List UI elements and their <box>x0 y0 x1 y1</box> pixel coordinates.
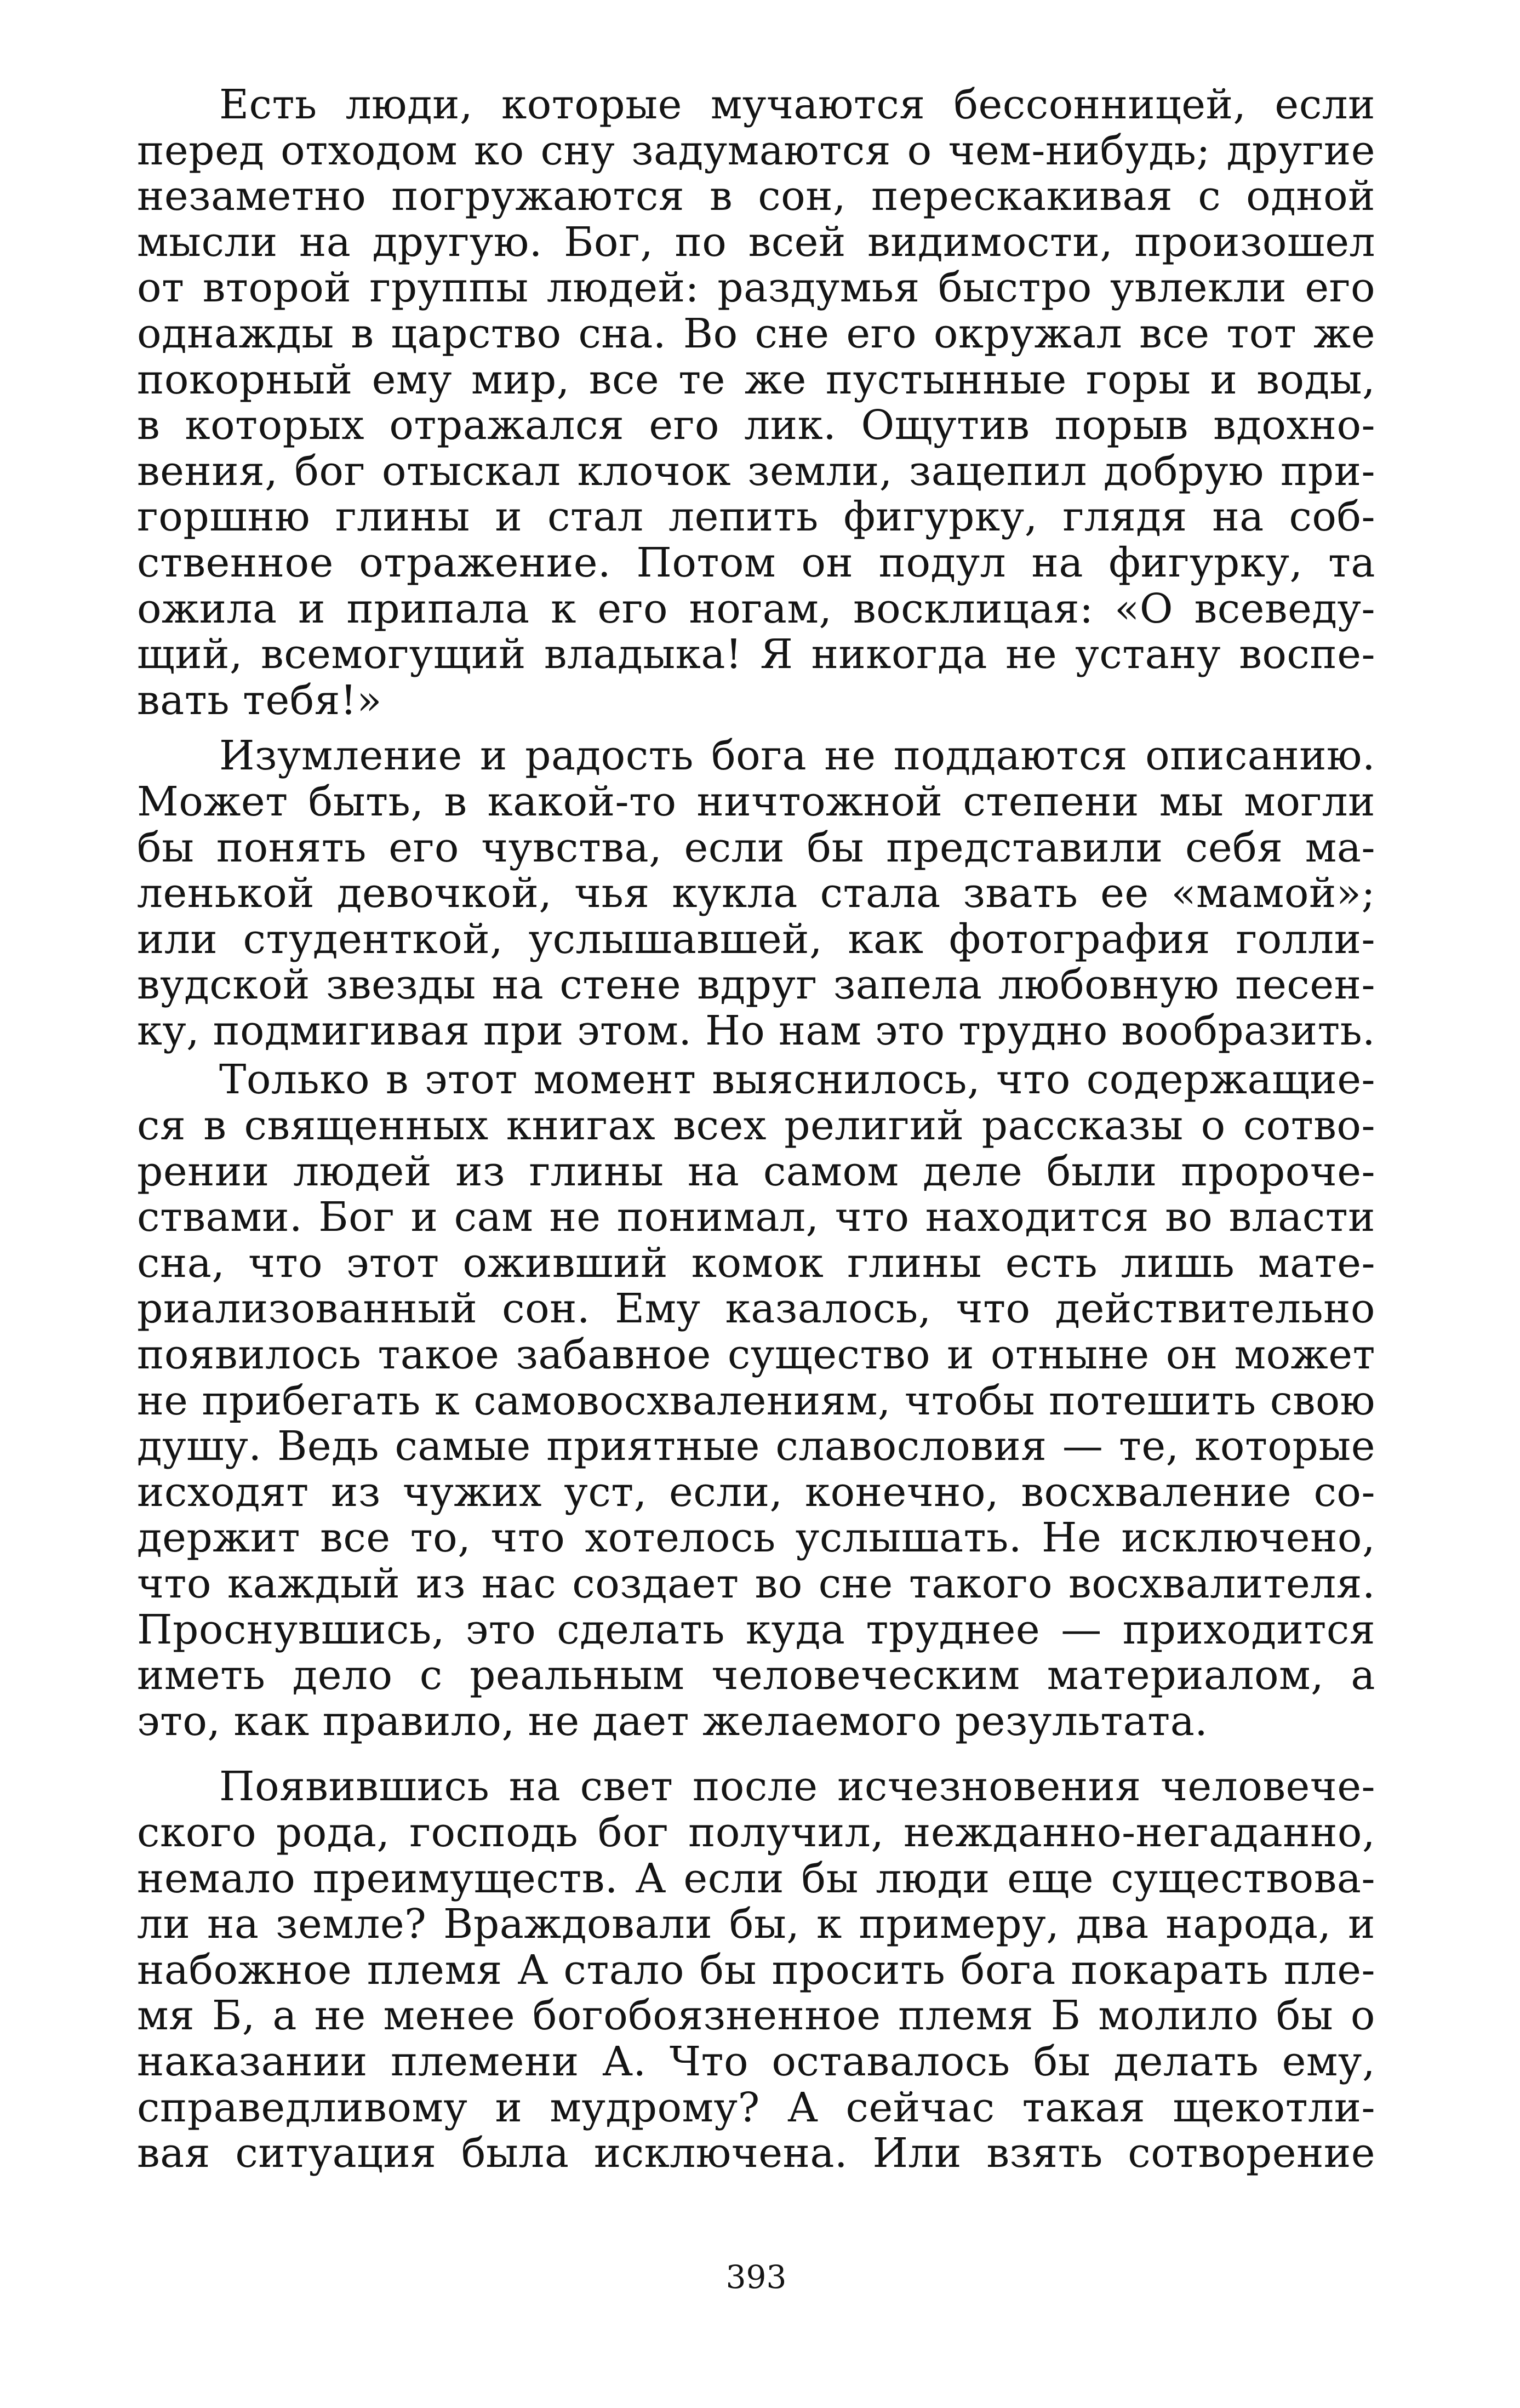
text-line: набожное племя А стало бы просить бога покарать пле- <box>137 1946 1375 1994</box>
text-line: не прибегать к самовосхвалениям, чтобы потешить свою <box>137 1377 1375 1424</box>
page-number: 393 <box>725 2258 787 2296</box>
paragraph-4 <box>137 1764 1375 2176</box>
text-line: иметь дело с реальным человеческим материалом, а <box>137 1652 1375 1699</box>
text-line: мя Б, а не менее богобоязненное племя Б молило бы о <box>137 1992 1375 2040</box>
text-line: вения, бог отыскал клочок земли, зацепил добрую при- <box>137 447 1375 495</box>
paragraph-3 <box>137 1057 1375 1744</box>
text-line: Проснувшись, это сделать куда труднее — приходится <box>137 1606 1375 1653</box>
text-line: бы понять его чувства, если бы представили себя ма- <box>137 824 1375 871</box>
text-line: ожила и припала к его ногам, восклицая: «О всеведу- <box>137 585 1375 632</box>
text-line: Есть люди, которые мучаются бессонницей, если <box>219 81 1375 128</box>
text-line: Только в этот момент выяснилось, что содержащие- <box>219 1056 1375 1104</box>
text-line: ствами. Бог и сам не понимал, что находится во власти <box>137 1194 1375 1241</box>
book-page <box>137 82 1375 2329</box>
text-line: вать тебя!» <box>137 676 382 724</box>
text-block <box>137 82 1375 2177</box>
text-line: держит все то, что хотелось услышать. Не исключено, <box>137 1514 1375 1562</box>
text-line: рении людей из глины на самом деле были пророче- <box>137 1148 1375 1195</box>
text-line: покорный ему мир, все те же пустынные горы и воды, <box>137 356 1375 403</box>
text-line: риализованный сон. Ему казалось, что действительно <box>137 1285 1375 1333</box>
text-line: Может быть, в какой-то ничтожной степени мы могли <box>137 778 1375 825</box>
text-line: вая ситуация была исключена. Или взять сотворение <box>137 2130 1375 2177</box>
text-line: Появившись на свет после исчезновения человече- <box>219 1763 1375 1811</box>
text-line: сна, что этот оживший комок глины есть лишь мате- <box>137 1239 1375 1287</box>
text-line: исходят из чужих уст, если, конечно, восхваление со- <box>137 1468 1375 1516</box>
text-line: от второй группы людей: раздумья быстро увлекли его <box>137 264 1375 312</box>
text-line: ку, подмигивая при этом. Но нам это трудно вообразить. <box>137 1007 1375 1054</box>
text-line: незаметно погружаются в сон, перескакивая с одной <box>137 173 1375 220</box>
text-line: ского рода, господь бог получил, нежданно-негаданно, <box>137 1808 1375 1856</box>
text-line: в которых отражался его лик. Ощутив порыв вдохно- <box>137 402 1375 449</box>
text-line: наказании племени А. Что оставалось бы делать ему, <box>137 2038 1375 2085</box>
text-line: горшню глины и стал лепить фигурку, глядя на соб- <box>137 493 1375 541</box>
text-line: это, как правило, не дает желаемого результата. <box>137 1697 1208 1745</box>
text-line: щий, всемогущий владыка! Я никогда не устану воспе- <box>137 631 1375 678</box>
text-line: ся в священных книгах всех религий рассказы о сотво- <box>137 1102 1375 1150</box>
paragraph-1 <box>137 82 1375 723</box>
text-line: перед отходом ко сну задумаются о чем-нибудь; другие <box>137 127 1375 174</box>
text-line: справедливому и мудрому? А сейчас такая щекотли- <box>137 2084 1375 2131</box>
text-line: Изумление и радость бога не поддаются описанию. <box>219 732 1375 780</box>
text-line: однажды в царство сна. Во сне его окружал все тот же <box>137 310 1375 357</box>
text-line: появилось такое забавное существо и отныне он может <box>137 1331 1375 1379</box>
text-line: мысли на другую. Бог, по всей видимости, произошел <box>137 218 1375 266</box>
paragraph-2 <box>137 733 1375 1054</box>
text-line: ственное отражение. Потом он подул на фигурку, та <box>137 539 1375 586</box>
text-line: ленькой девочкой, чья кукла стала звать ее «мамой»; <box>137 870 1375 917</box>
text-line: что каждый из нас создает во сне такого восхвалителя. <box>137 1560 1375 1607</box>
text-line: или студенткой, услышавшей, как фотография голли- <box>137 915 1375 963</box>
text-line: душу. Ведь самые приятные славословия — те, которые <box>137 1423 1375 1470</box>
text-line: ли на земле? Враждовали бы, к примеру, два народа, и <box>137 1901 1375 1948</box>
text-line: немало преимуществ. А если бы люди еще существова- <box>137 1854 1375 1902</box>
text-line: вудской звезды на стене вдруг запела любовную песен- <box>137 961 1375 1009</box>
